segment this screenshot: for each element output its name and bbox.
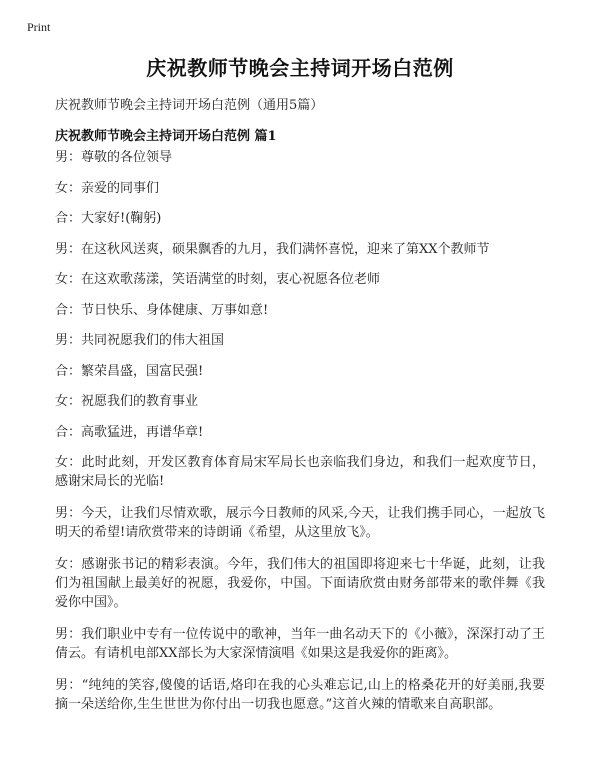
dialogue-line: 男：今天，让我们尽情欢歌，展示今日教师的风采,今天，让我们携手同心，一起放飞明天的希望!请欣赏带来的诗朗诵《希望，从这里放飞》。 — [55, 506, 545, 540]
dialogue-line: 女：感谢张书记的精彩表演。今年，我们伟大的祖国即将迎来七十华诞，此刻，让我们为祖国献上最美好的祝愿，我爱你，中国。下面请欣赏由财务部带来的歌伴舞《我爱你中国》。 — [55, 557, 545, 610]
document-subtitle: 庆祝教师节晚会主持词开场白范例（通用5篇） — [55, 98, 324, 113]
dialogue-line: 女：在这欢歌荡漾，笑语满堂的时刻，衷心祝愿各位老师 — [55, 272, 381, 287]
dialogue-line: 女：祝愿我们的教育事业 — [55, 394, 199, 409]
document-title: 庆祝教师节晚会主持词开场白范例 — [146, 56, 454, 80]
dialogue-line: 合：繁荣昌盛，国富民强! — [55, 363, 204, 379]
dialogue-line: 女：此时此刻，开发区教育体育局宋军局长也亲临我们身边，和我们一起欢度节日，感谢宋局长的光临! — [55, 455, 545, 489]
dialogue-line: 男：在这秋风送爽，硕果飘香的九月，我们满怀喜悦，迎来了第XX个教师节 — [55, 241, 490, 257]
dialogue-line: 男：尊敬的各位领导 — [55, 150, 173, 165]
print-link[interactable]: Print — [27, 20, 51, 34]
dialogue-line: 女：亲爱的同事们 — [55, 180, 160, 196]
dialogue-line: 男：共同祝愿我们的伟大祖国 — [55, 333, 225, 348]
section-heading: 庆祝教师节晚会主持词开场白范例 篇1 — [55, 129, 277, 144]
dialogue-line: 男：我们职业中专有一位传说中的歌神，当年一曲名动天下的《小薇》，深深打动了王倩云。有请机电部XX部长为大家深情演唱《如果这是我爱你的距离》。 — [55, 627, 545, 661]
dialogue-list — [55, 148, 545, 727]
dialogue-line: 合：节日快乐、身体健康、万事如意! — [55, 302, 269, 318]
dialogue-line: 合：高歌猛进，再谱华章! — [55, 424, 204, 440]
dialogue-line: 合：大家好!(鞠躬) — [55, 211, 162, 226]
dialogue-line: 男：“纯纯的笑容,傻傻的话语,烙印在我的心头难忘记,山上的格桑花开的好美丽,我要摘一朵送给你,生生世世为你付出一切我也愿意。”这首火辣的情歌来自高职部。 — [55, 678, 545, 712]
